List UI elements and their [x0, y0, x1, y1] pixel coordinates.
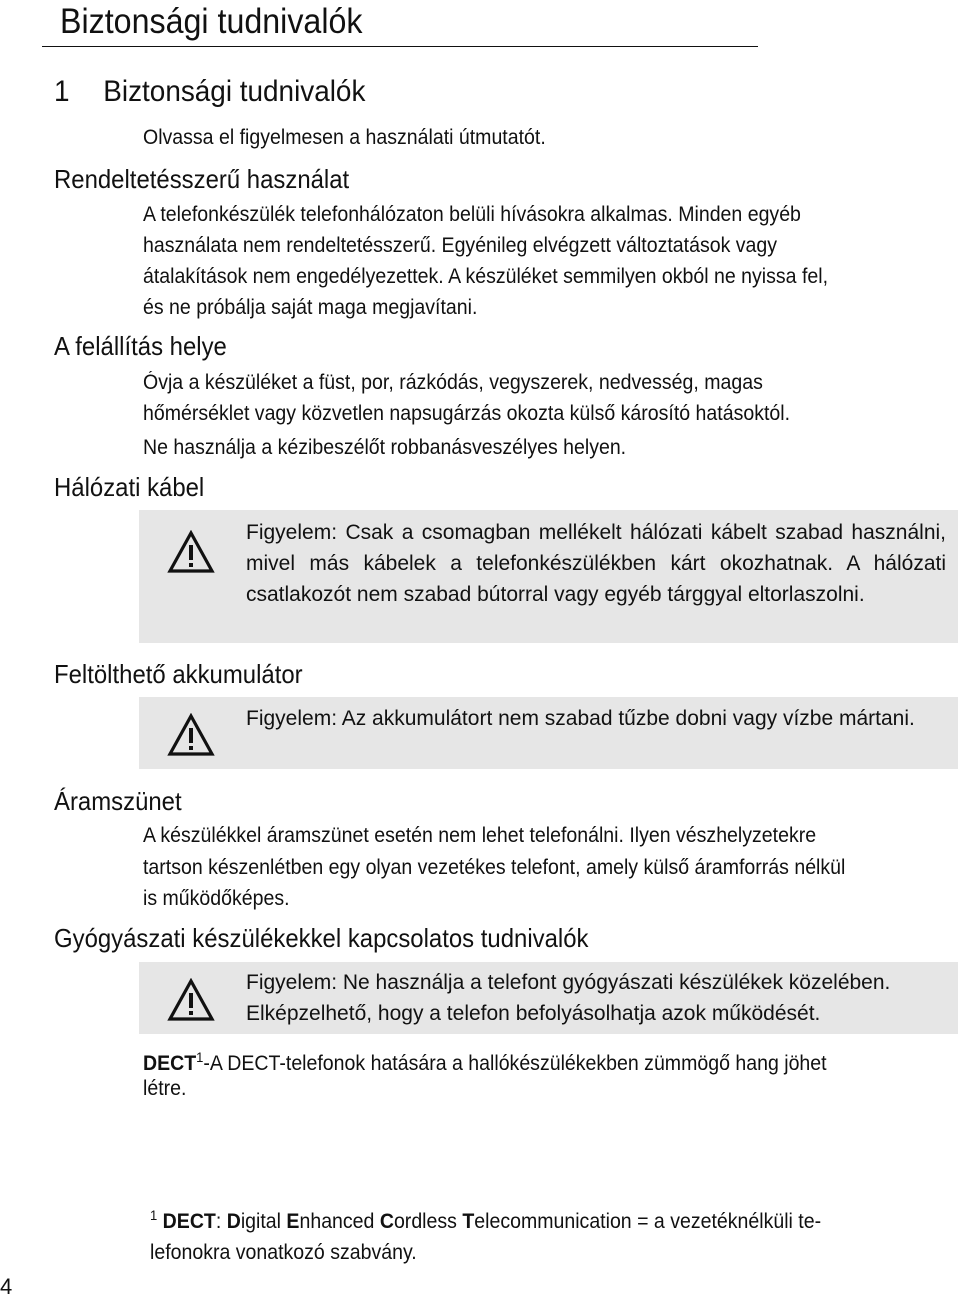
heading-medical: Gyógyászati készülékekkel kapcsolatos tudnivalók: [54, 923, 589, 953]
intro-text: Olvassa el figyelmesen a használati útmutatót.: [143, 126, 546, 149]
running-title: Biztonsági tudnivalók: [60, 2, 363, 41]
chapter-number: 1: [54, 75, 70, 108]
chapter-title: Biztonsági tudnivalók: [103, 75, 366, 108]
footnote-text: nhanced: [299, 1210, 380, 1233]
footnote-initial: T: [462, 1210, 475, 1233]
footnote-initial: C: [379, 1210, 394, 1233]
footnote-initial: D: [226, 1210, 241, 1233]
warning-label: Figyelem:: [246, 707, 338, 730]
warning-triangle-icon: [167, 713, 215, 757]
battery-warning-text: [246, 703, 946, 734]
footnote-initial: E: [286, 1210, 300, 1233]
power-outage-line: tartson készenlétben egy olyan vezetékes telefont, amely külső áramforrás nélkül: [143, 856, 846, 879]
footnote-text: ordless: [393, 1210, 463, 1233]
power-outage-line: is működőképes.: [143, 887, 290, 910]
footnote-colon: :: [215, 1210, 222, 1233]
cable-warning-box: [139, 510, 958, 643]
dect-term: DECT: [143, 1052, 197, 1075]
warning-triangle-icon: [167, 978, 215, 1022]
footnote: [150, 1200, 821, 1268]
footnote-mark: 1: [150, 1207, 158, 1223]
warning-body: Elképzelhető, hogy a telefon befolyásolhatja azok működését.: [246, 1002, 821, 1025]
dect-text: -A DECT-telefonok hatására a hallókészülékekben zümmögő hang jöhet: [203, 1052, 827, 1075]
footnote-term: DECT: [162, 1210, 216, 1233]
warning-label: Figyelem:: [246, 521, 338, 544]
footnote-text: igital: [240, 1210, 287, 1233]
location-line: Óvja a készüléket a füst, por, rázkódás, vegyszerek, nedvesség, magas: [143, 371, 763, 394]
warning-label: Figyelem:: [246, 971, 338, 994]
intended-use-line: és ne próbálja saját maga megjavítani.: [143, 296, 478, 319]
heading-battery: Feltölthető akkumulátor: [54, 659, 303, 689]
heading-power-outage: Áramszünet: [54, 786, 182, 816]
cable-warning-text: [246, 517, 946, 610]
heading-cable: Hálózati kábel: [54, 472, 205, 502]
footnote-text: elecommunication = a vezetéknélküli te-: [474, 1210, 822, 1233]
location-line: hőmérséklet vagy közvetlen napsugárzás okozta külső károsító hatásoktól.: [143, 402, 791, 425]
footnote-ref: 1: [196, 1049, 204, 1065]
dect-line: [143, 1042, 827, 1079]
medical-warning-text: [246, 967, 946, 1029]
title-rule: [42, 46, 758, 47]
intended-use-line: használata nem rendeltetésszerű. Egyénileg elvégzett változtatások vagy: [143, 234, 778, 257]
footnote-text: lefonokra vonatkozó szabvány.: [150, 1241, 417, 1264]
power-outage-line: A készülékkel áramszünet esetén nem lehet telefonálni. Ilyen vészhelyzetekre: [143, 824, 817, 847]
battery-warning-box: [139, 697, 958, 769]
warning-triangle-icon: [167, 530, 215, 574]
medical-warning-box: [139, 962, 958, 1034]
chapter-heading: [54, 72, 365, 112]
warning-body: Az akkumulátort nem szabad tűzbe dobni vagy vízbe mártani.: [341, 707, 915, 730]
warning-body: Ne használja a telefont gyógyászati készülékek közelében.: [342, 971, 891, 994]
page-number: 4: [0, 1274, 13, 1299]
warning-body: Csak a csomagban mellékelt hálózati kábelt szabad használni, mivel más kábelek a telefonkészülékben kárt okozhatnak. A hálózati csatlakozót nem szabad bútorral vagy egyéb tárggyal eltorlaszolni.: [246, 521, 946, 606]
location-line: Ne használja a kézibeszélőt robbanásveszélyes helyen.: [143, 436, 627, 459]
dect-line: létre.: [143, 1077, 187, 1100]
heading-location: A felállítás helye: [54, 331, 227, 361]
heading-intended-use: Rendeltetésszerű használat: [54, 164, 350, 194]
intended-use-line: átalakítások nem engedélyezettek. A készüléket semmilyen okból ne nyissa fel,: [143, 265, 829, 288]
intended-use-line: A telefonkészülék telefonhálózaton belüli hívásokra alkalmas. Minden egyéb: [143, 203, 801, 226]
